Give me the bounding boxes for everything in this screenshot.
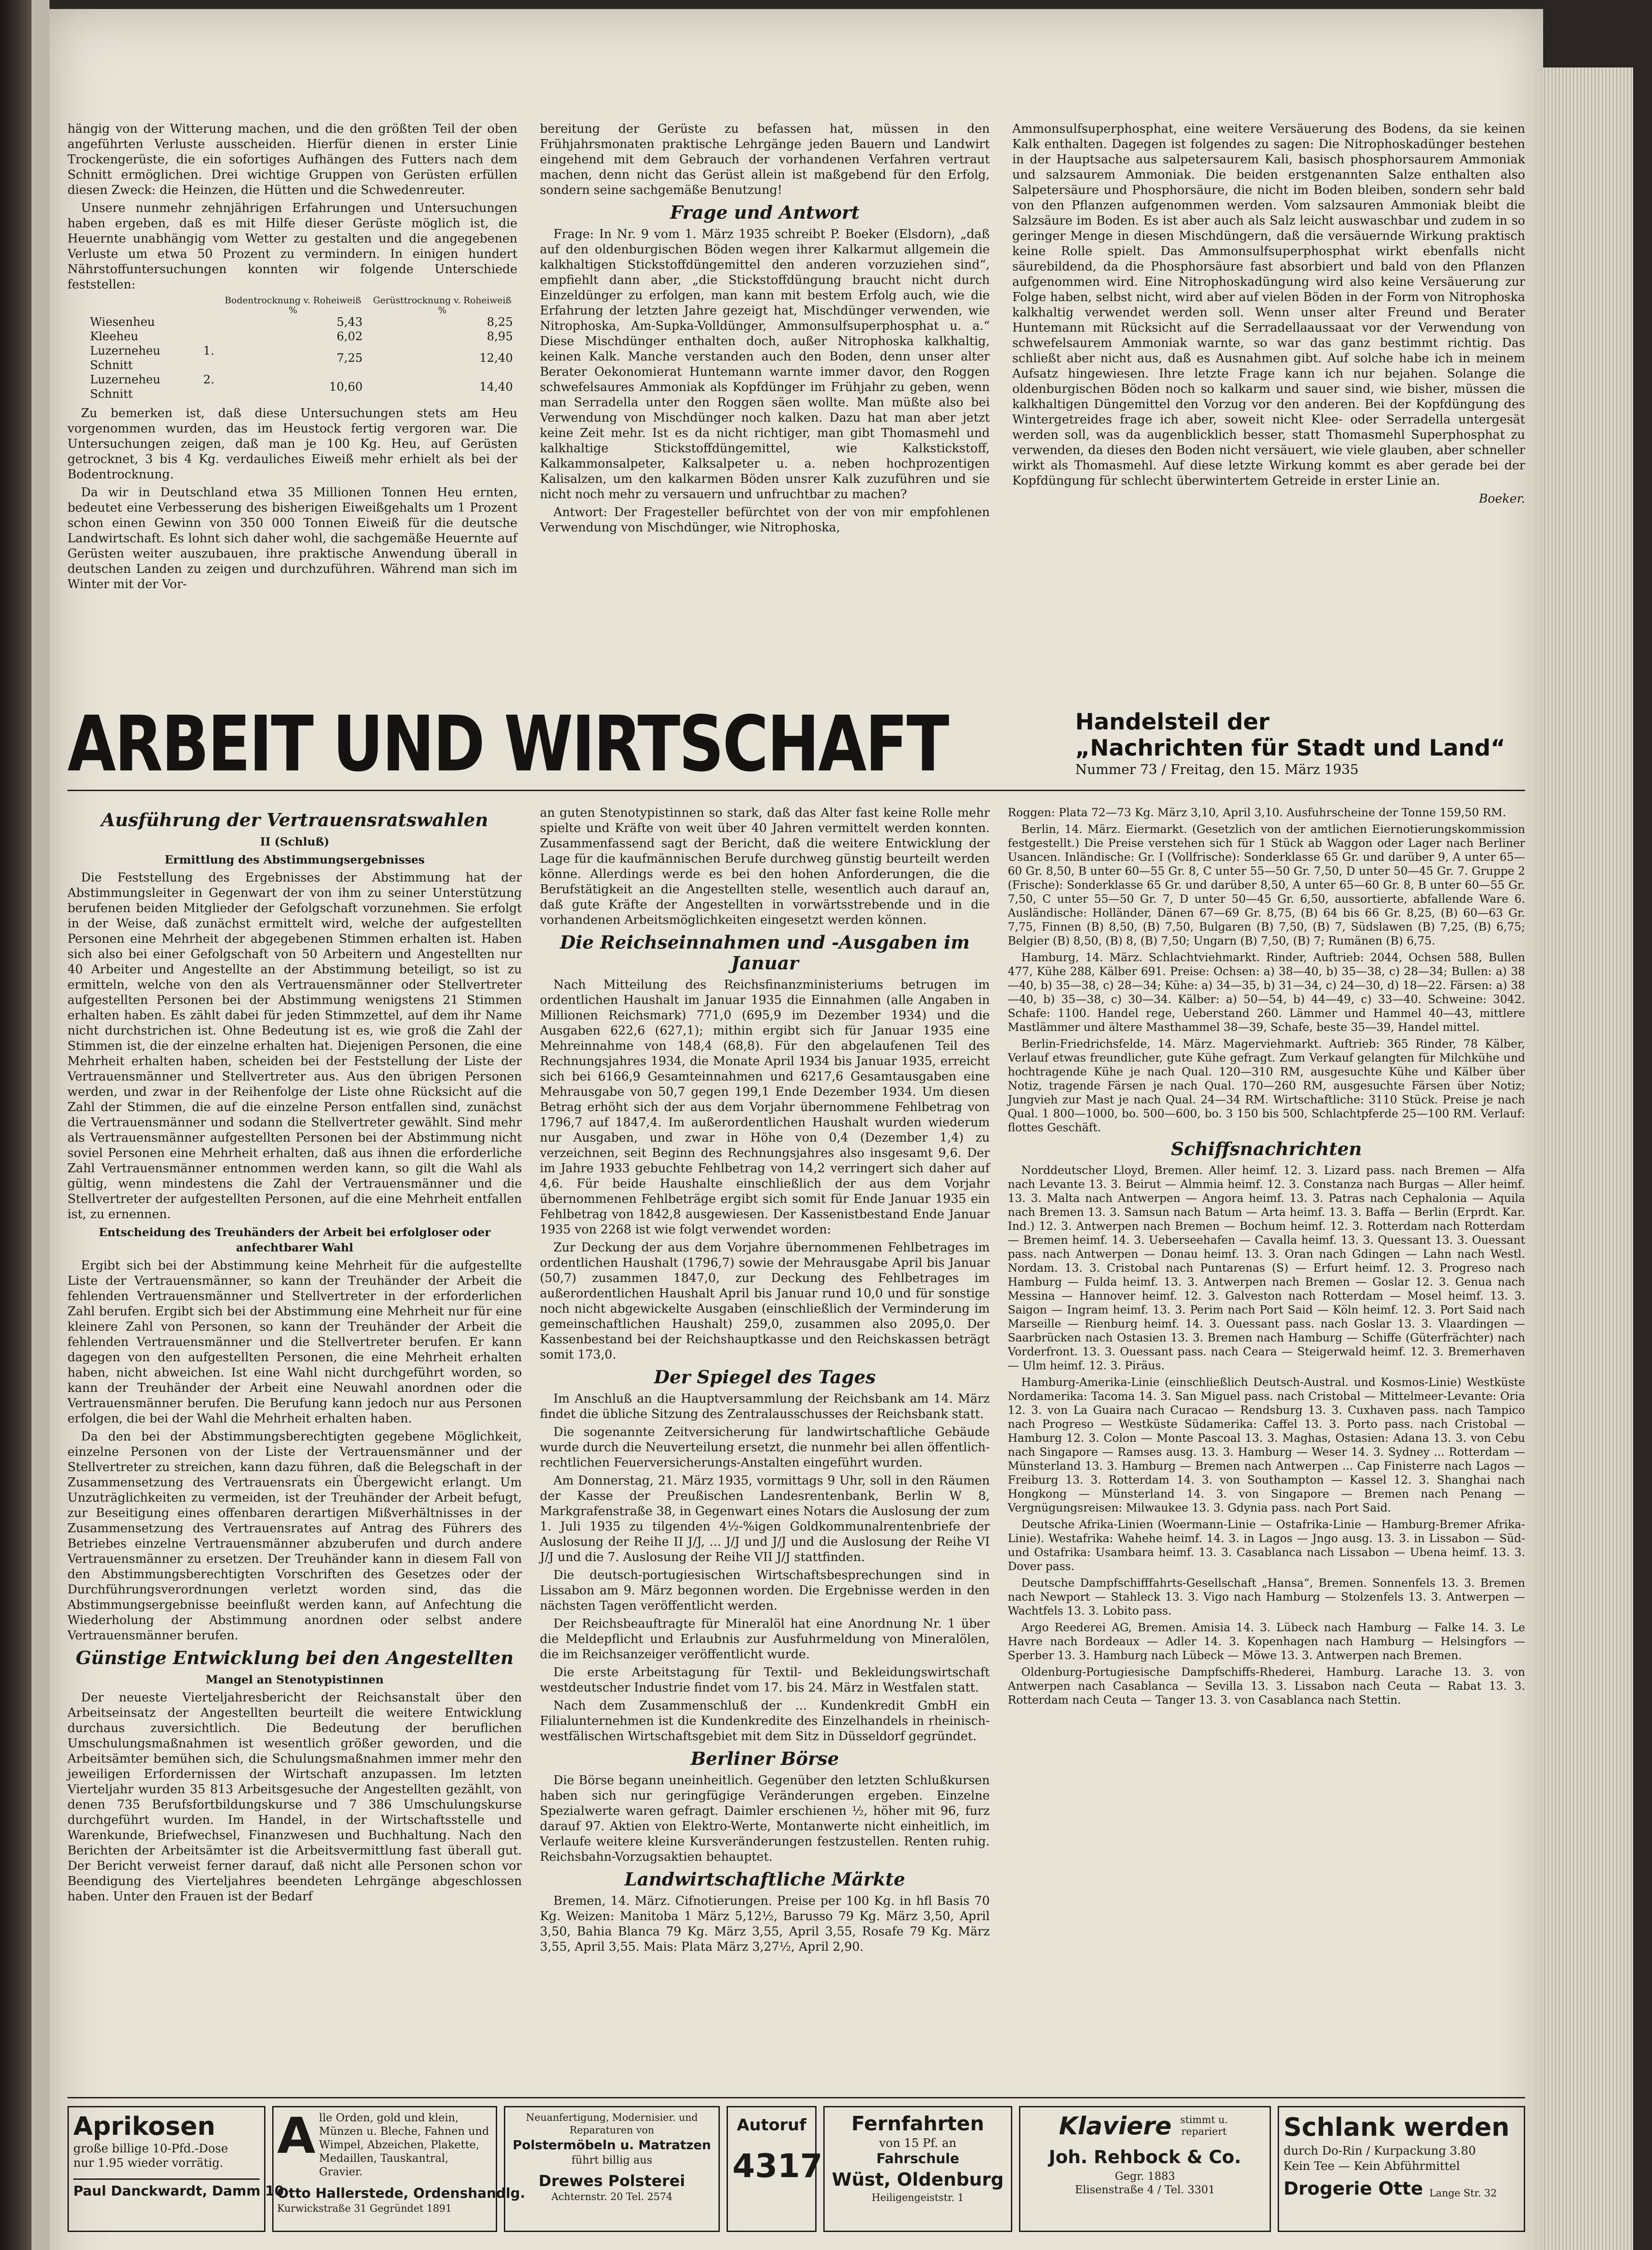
table-cell: 6,02 [337,330,363,343]
table-cell: Luzerneheu 1. Schnitt [90,344,215,372]
book-spine [0,0,31,2250]
masthead-line: Handelsteil der [1075,709,1270,735]
ad-text: Kein Tee — Kein Abführmittel [1284,2160,1460,2173]
table-cell: 12,40 [479,351,513,365]
ad-headline: Schlank werden [1284,2113,1510,2142]
ad-text: Gegr. 1883 [1115,2170,1175,2182]
top-right-column [1012,122,1525,693]
paragraph: Hamburg, 14. März. Schlachtviehmarkt. Rinder, Auftrieb: 2044, Ochsen 588, Bullen 477, Kühe 288, Kälber 691. Preise: Ochsen: a) 38—40, b) 35—38, c) 28—34; Bullen: a) 38—40, b) 35—38, c) 28—34; Kühe: a) 34—35, b) 31—34, c) 24—30, d) 18—22. Färsen: a) 38—40, b) 35—38, c) 30—34. Kälber: a) 50—54, b) 44—49, c) 33—40. Schweine: 3042. Schafe: 1100. Handel rege, Ueberstand 260. Lämmer und Hammel 40—43, mittlere Mastlämmer und ältere Masthammel 38—39, Schafe, beste 35—39, Handel mittel. [1008,951,1525,1034]
table-cell: 7,25 [337,351,363,365]
paragraph: Die Feststellung des Ergebnisses der Abstimmung hat der Abstimmungsleiter in Gegenwart der von ihm zu seiner Unterstützung berufenen beiden Mitglieder der Gefolgschaft vorzunehmen. Sie erfolgt in der Weise, daß zunächst ermittelt wird, welche der aufgestellten Personen eine Mehrheit der abgegebenen Stimmen erhalten ist. Haben sich also bei einer Gefolgschaft von 50 Arbeitern und Angestellten nur 40 Arbeiter und Angestellte an der Abstimmung beteiligt, so ist zu ermitteln, welche von den als Vertrauensmänner oder Stellvertreter aufgestellten Personen bei der Abstimmung wenigstens 21 Stimmen erhalten haben. Es zählt dabei für jeden Stimmzettel, auf dem ihr Name nicht durchstrichen ist. Ohne Bedeutung ist es, wie groß die Zahl der Stimmen ist, die der einzelne erhalten hat. Diejenigen Personen, die eine Mehrheit erhalten haben, scheiden bei der Feststellung der Liste der Vertrauensmänner und Stellvertreter aus. Aus den übrigen Personen werden, und zwar in der Reihenfolge der Liste ohne Rücksicht auf die Zahl der Stimmen, die auf die einzelne Person entfallen sind, zunächst die Vertrauensmänner und sodann die Stellvertreter gewählt. Sind mehr als Vertrauensmänner aufgestellten Personen bei der Abstimmung nicht soviel Personen eine Mehrheit erhalten, daß aus ihnen die erforderliche Zahl Vertrauensmänner entnommen werden kann, so gilt die Wahl als gültig, wenn mindestens die Zahl der Vertrauensmänner und die Stellvertreter der aufgestellten Personen, auf die eine Mehrheit entfallen ist, zu ernennen. [67,871,522,1221]
table-row [85,344,517,373]
ad-address: Kurwickstraße 31 Gegründet 1891 [277,2203,452,2214]
paragraph: Der neueste Vierteljahresbericht der Reichsanstalt über den Arbeitseinsatz der Angestellten beurteilt die weitere Entwicklung durchaus zuversichtlich. Die Bedeutung der beruflichen Umschulungsmaßnahmen ist wesentlich größer geworden, und die Arbeitsämter bemühen sich, die Schulungsmaßnahmen immer mehr den jeweiligen Erfordernissen der Wirtschaft anzupassen. Im letzten Vierteljahr wurden 35 813 Arbeitsgesuche der Angestellten gezählt, von denen 735 Berufsfortbildungskurse und 7 386 Umschulungskurse durchgeführt wurden. Im Handel, in der Wirtschaftsstelle und Warenkunde, Briefwechsel, Finanzwesen und Buchhaltung. Nach den Berichten der Arbeitsämter ist die Arbeitsvermittlung fast überall gut. Der Bericht verweist ferner darauf, daß nicht alle Personen schon vor Beendigung des Vierteljahres beendeten Lehrgänge abgeschlossen haben. Unter den Frauen ist der Bedarf [67,1691,522,1904]
paragraph: Am Donnerstag, 21. März 1935, vormittags 9 Uhr, soll in den Räumen der Kasse der Preußischen Landesrentenbank, Berlin W 8, Markgrafenstraße 38, in Gegenwart eines Notars die Auslosung der zum 1. Juli 1935 zu tilgenden 4½-%igen Goldkommunalrentenbriefe der Auslosung der Reihe II J/J, ... J/J und J/J und die Auslosung der Reihe VI J/J und die 7. Auslosung der Reihe VII J/J stattfinden. [540,1474,990,1564]
table-row [85,329,517,344]
paragraph: Unsere nunmehr zehnjährigen Erfahrungen und Untersuchungen haben ergeben, daß es mit Hilfe dieser Gerüste möglich ist, die Heuernte unabhängig vom Wetter zu gestalten und die angegebenen Verluste um etwa 50 Prozent zu vermindern. In einigen hundert Nährstoffuntersuchungen konnten wir folgende Unterschiede feststellen: [67,201,517,292]
lower-column-1 [67,806,522,2088]
article-headline: Schiffsnachrichten [1171,1138,1362,1160]
table-cell: 10,60 [329,380,363,394]
ad-text: lle Orden, gold und klein, [319,2111,459,2124]
article-headline: Günstige Entwicklung bei den Angestellten [76,1647,514,1669]
ad-text: Wimpel, Abzeichen, Plakette, Medaillen, Tauskantral, Gravier. [319,2138,480,2178]
paragraph: Da den bei der Abstimmungsberechtigten gegebene Möglichkeit, einzelne Personen von der Liste der Vertrauensmänner und der Stellvertreter zu streichen, kann dazu führen, daß die Belegschaft in der Zusammensetzung des Vertrauensrats ein Übergewicht erlangt. Um Unzuträglichkeiten zu vermeiden, ist der Treuhänder der Arbeit befugt, zur Beseitigung eines offenbaren derartigen Mißverhältnisses in der Zusammensetzung des Vertrauensrates auf Antrag des Führers des Betriebes einzelne Vertrauensmänner abzuberufen und durch andere Vertrauensmänner zu ersetzen. Der Treuhänder kann in diesem Fall von den Abstimmungsberechtigten Vorschriften des Gesetzes oder der Durchführungsverordnungen verletzt worden sind, das die Abstimmungsergebnisse beeinflußt werden kann, auf Anfechtung die Wiederholung der Abstimmung anordnen oder selbst andere Vertrauensmänner berufen. [67,1430,522,1642]
ad-headline: Klaviere [1059,2112,1172,2140]
ad-text: von 15 Pf. an [879,2137,956,2150]
ad-text: nur 1.95 wieder vorrätig. [73,2156,224,2170]
table-cell: Luzerneheu 2. Schnitt [90,373,215,401]
ad-text: Münzen u. Bleche, Fahnen und [319,2125,489,2138]
article-headline: Landwirtschaftliche Märkte [624,1869,905,1890]
qa-question: Frage: In Nr. 9 vom 1. März 1935 schreibt P. Boeker (Elsdorn), „daß auf den oldenburgischen Böden wegen ihrer Kalkarmut allgemein die kalkhaltigen Stickstoffdüngemittel den anderen vorzuziehen sind“, empfiehlt dann aber, „die Stickstoffdüngung braucht nicht durch Einzeldünger zu erfolgen, man kann mit bestem Erfolg auch, wie die Erfahrung der letzten Jahre gezeigt hat, Mischdünger verwenden, wie Nitrophoska, Am-Supka-Volldünger, Ammonsulfsuperphosphat u. a.“ Diese Mischdünger enthalten doch, außer Nitrophoska kalkhaltig, keinen Kalk. Manche verstanden auch den Boden, denn unser alter Berater Oekonomierat Huntemann warnte immer davor, den Roggen schwefelsaures Ammoniak als Kopfdünger im Frühjahr zu geben, wenn man Serradella unter den Roggen säen wollte. Man müßte also bei Verwendung von Mischdünger noch kalken. Dazu hat man aber jetzt keine Zeit mehr. Ist es da nicht richtiger, man gibt Thomasmehl und kalkhaltige Stickstoffdüngemittel, wie Kalkstickstoff, Kalkammonsalpeter, Kalksalpeter u. a. neben hochprozentigen Kalisalzen, um den kalkarmen Böden unsrer Kalk zuzuführen und sie nicht noch mehr zu versauern und unfruchtbar zu machen? [540,227,990,501]
ad-headline: Aprikosen [73,2112,215,2141]
newspaper-page [49,9,1543,2250]
paragraph: Im Anschluß an die Hauptversammlung der Reichsbank am 14. März findet die übliche Sitzung des Zentralausschusses der Reichsbank statt. [540,1392,990,1421]
ad-driving-school [823,2106,1012,2232]
paragraph: Deutsche Afrika-Linien (Woermann-Linie — Ostafrika-Linie — Hamburg-Bremer Afrika-Linie). Westafrika: Wahehe heimf. 14. 3. in Lagos — Jngo ausg. 13. 3. in Lissabon — Süd- und Ostafrika: Usambara heimf. 13. 3. Casablanca nach Lissabon — Ubena heimf. 13. 3. Dover pass. [1008,1518,1525,1573]
ad-text: Fahrschule [876,2151,960,2167]
masthead-subtitle [1075,709,1525,779]
masthead-rule [67,790,1525,791]
table-header [85,295,219,315]
paragraph: Der Reichsbeauftragte für Mineralöl hat eine Anordnung Nr. 1 über die Meldepflicht und Erlaubnis zur Ausfuhrmeldung von Mineralölen, die im Reichsanzeiger veröffentlicht wurde. [540,1617,990,1661]
table-cell: Wiesenheu [90,315,155,329]
table-row [85,373,517,401]
paragraph: Argo Reederei AG, Bremen. Amisia 14. 3. Lübeck nach Hamburg — Falke 14. 3. Le Havre nach Bordeaux — Adler 14. 3. Kopenhagen nach Hamburg — Helsingfors — Sperber 13. 3. Hamburg nach Lübeck — Möwe 13. 3. Antwerpen nach Bremen. [1008,1621,1525,1662]
yield-table [85,295,517,401]
ad-advertiser: Wüst, Oldenburg [831,2169,1004,2190]
ad-apricots [67,2106,284,2232]
ad-address: Achternstr. 20 Tel. 2574 [551,2192,673,2203]
ad-advertiser: Paul Danckwardt, Damm 10 [73,2178,260,2200]
ad-text: stimmt u. repariert [1180,2115,1228,2138]
article-headline: Die Reichseinnahmen und -Ausgaben im Januar [560,932,970,974]
qa-answer: Antwort: Der Fragesteller befürchtet von der von mir empfohlenen Verwendung von Mischdünger, wie Nitrophoska, [540,505,990,535]
article-headline: Der Spiegel des Tages [654,1367,876,1388]
ad-pianos [1019,2106,1271,2232]
ad-text: führt billig aus [571,2154,652,2166]
paragraph: Berlin-Friedrichsfelde, 14. März. Magerviehmarkt. Auftrieb: 365 Rinder, 78 Kälber, Verlauf etwas freundlicher, gute Kühe gefragt. Zum Verkauf gelangten für Milchkühe und hochtragende Kühe je nach Qual. 120—310 RM, ausgesuchte Kühe und Kälber über Notiz, tragende Färsen je nach Qual. 170—260 RM, ausgesuchte Färsen über Notiz; Jungvieh zur Mast je nach Qual. 24—34 RM. Wirtschaftliche: 3110 Stück. Preise je nach Qual. 1 800—1000, bo. 500—600, bo. 3 150 bis 500, Schlachtpferde 25—100 RM. Verlauf: flottes Geschäft. [1008,1037,1525,1134]
paragraph: Ergibt sich bei der Abstimmung keine Mehrheit für die aufgestellte Liste der Vertrauensmänner, so kann der Treuhänder der Arbeit die fehlenden Vertrauensmänner und Stellvertreter in der erforderlichen Zahl berufen. Ergibt sich bei der Abstimmung eine Mehrheit nur für eine kleinere Zahl von Personen, so kann der Treuhänder der Arbeit die fehlenden Vertrauensmänner und die Stellvertreter berufen. Er kann dagegen von den aufgestellten Personen, die eine Mehrheit erhalten haben, nicht abweichen. Ist eine Wahl nicht durchgeführt worden, so kann der Treuhänder der Arbeit eine Neuwahl anordnen oder die Vertrauensmänner berufen. Die Berufung kann jedoch nur aus Personen erfolgen, die bei der Wahl die Mehrheit erhalten haben. [67,1259,522,1426]
table-cell: 14,40 [479,380,513,394]
article-subhead: II (Schluß) [260,835,329,848]
page-stack-edge [1543,68,1633,2250]
paragraph: Zur Deckung der aus dem Vorjahre übernommenen Fehlbetrages im ordentlichen Haushalt (1796,7) sowie der Mehrausgabe April bis Januar (50,7) zusammen 1847,0, zur Deckung des Fehlbetrages im außerordentlichen Haushalt April bis Januar rund 10,0 und für sonstige noch nicht abgewickelte Ausgaben (einschließlich der Verminderung im gemeinschaftlichen Haushalt) 259,0, zusammen also 2095,0. Der Kassenbestand bei der Reichshauptkasse und den Reichskassen beträgt somit 173,0. [540,1241,990,1362]
paragraph: Hamburg-Amerika-Linie (einschließlich Deutsch-Austral. und Kosmos-Linie) Westküste Nordamerika: Tacoma 14. 3. San Miguel pass. nach Cristobal — Mittelmeer-Levante: Oria 12. 3. von La Guaira nach Curacao — Rendsburg 13. 3. Cuxhaven pass. nach Tampico nach Progreso — Westküste Südamerika: Caffel 13. 3. Porto pass. nach Cristobal — Hamburg 12. 3. Colon — Monte Pascoal 13. 3. Maghas, Ostasien: Adana 13. 3. von Cebu nach Singapore — Ramses ausg. 13. 3. Hamburg — Weser 14. 3. Sydney ... Rotterdam — Münsterland 13. 3. Hamburg — Bremen nach Antwerpen ... Cap Finisterre nach Lagos — Freiburg 13. 3. Rotterdam 14. 3. von Southampton — Kassel 12. 3. Shanghai nach Hongkong — Münsterland 14. 3. von Singapore — Bremen nach Penang — Vergnügungsreisen: Milwaukee 13. 3. Gdynia pass. nach Port Said. [1008,1376,1525,1514]
ad-advertiser: Drogerie Otte [1284,2178,1423,2199]
top-left-column [67,122,517,693]
lower-column-2 [540,806,990,2088]
ads-rule [67,2097,1525,2098]
masthead-line: „Nachrichten für Stadt und Land“ [1075,735,1505,761]
ad-headline: Fernfahrten [851,2112,984,2135]
ad-address: Heiligengeiststr. 1 [871,2192,964,2204]
paragraph: Die erste Arbeitstagung für Textil- und Bekleidungswirtschaft westdeutscher Industrie findet vom 17. bis 24. März in Westfalen statt. [540,1665,990,1695]
section-subhead: Entscheidung des Treuhänders der Arbeit bei erfolgloser oder anfechtbarer Wahl [99,1226,491,1254]
paragraph: Norddeutscher Lloyd, Bremen. Aller heimf. 12. 3. Lizard pass. nach Bremen — Alfa nach Levante 13. 3. Beirut — Almmia heimf. 12. 3. Constanza nach Burgas — Aller heimf. 13. 3. Malta nach Antwerpen — Angora heimf. 13. 3. Patras nach Cephalonia — Aquila nach Bremen 13. 3. Samsun nach Batum — Arta heimf. 13. 3. Baffa — Berlin (Erprdt. Kar. Ind.) 12. 3. Antwerpen nach Bremen — Bochum heimf. 12. 3. Rotterdam nach Rotterdam — Bremen heimf. 14. 3. Ueberseehafen — Cavalla heimf. 13. 3. Quessant 13. 3. Ouessant pass. nach Antwerpen — Donau heimf. 13. 3. Oran nach Gdingen — Lahn nach Westl. Nordam. 13. 3. Cristobal nach Puntarenas (S) — Erfurt heimf. 12. 3. Progreso nach Hamburg — Fulda heimf. 13. 3. Antwerpen nach Bremen — Goslar 12. 3. Genua nach Messina — Hannover heimf. 12. 3. Galveston nach Rotterdam — Mosel heimf. 13. 3. Saigon — Ingram heimf. 13. 3. Perim nach Port Said — Köln heimf. 12. 3. Port Said nach Marseille — Rienburg heimf. 14. 3. Ouessant pass. nach Goslar 13. 3. Vlaardingen — Saarbrücken nach Ostasien 13. 3. Bremen nach Hamburg — Schiffe (Güterfrächter) nach Vorderfront. 13. 3. Ouessant pass. nach Ceara — Steigerwald heimf. 12. 3. Bremerhaven — Ulm heimf. 12. 3. Piräus. [1008,1164,1525,1372]
qa-heading: Frage und Antwort [670,202,860,223]
ad-slimming [1278,2106,1525,2232]
paragraph: Nach Mitteilung des Reichsfinanzministeriums betrugen im ordentlichen Haushalt im Januar 1935 die Einnahmen (alle Angaben in Millionen Reichsmark) 771,0 (695,9 im Dezember 1934) und die Ausgaben 622,6 (627,1); mithin ergibt sich für Januar 1935 eine Mehreinnahme von 148,4 (68,8). Für den abgelaufenen Teil des Rechnungsjahres 1934, die Monate April 1934 bis Januar 1935, erreicht sich bei 6166,9 Gesamteinnahmen und 6217,6 Gesamtausgaben eine Mehrausgabe von 50,7 gegen 199,1 Ende Dezember 1934. Um diesen Betrag erhöht sich der aus dem Vorjahr übernommene Fehlbetrag von 1796,7 auf 1847,4. Im außerordentlichen Haushalt wurden wiederum nur Ausgaben, und zwar in Höhe von 0,4 (Dezember 1,4) zu verzeichnen, seit Beginn des Rechnungsjahres also insgesamt 9,6. Der im Jahre 1933 gebuchte Fehlbetrag von 14,2 verringert sich daher auf 4,6. Für beide Haushalte einschließlich der aus dem Vorjahr übernommenen Fehlbeträge ergibt sich somit für Ende Januar 1935 ein Fehlbetrag von 1842,8 ausgewiesen. Der Kassenistbestand Ende Januar 1935 von 2268 ist wie folgt verwendet worden: [540,978,990,1237]
table-header: Bodentrocknung v. Roheiweiß % [224,295,362,315]
ad-orders-medals [272,2106,525,2232]
ad-text: Neuanfertigung, Modernisier. und Reparaturen von [525,2112,698,2136]
previous-page-edge [31,0,49,2250]
paragraph: an guten Stenotypistinnen so stark, daß das Alter fast keine Rolle mehr spielte und Kräfte von weit über 40 Jahren vermittelt werden konnten. Zusammenfassend sagt der Bericht, daß die weitere Entwicklung der Lage für die kaufmännischen Berufe durchweg günstig beurteilt werden könne. Allerdings werde es bei den hohen Anforderungen, die die Berufstätigkeit an die Angestellten stelle, wesentlich auch darauf an, daß gute Kräfte der Angestellten in vorwärtsstrebende und in die vorhandenen Arbeitsmöglichkeiten eingesetzt werden können. [540,806,990,927]
article-headline: Berliner Börse [691,1748,839,1769]
ad-upholstery [504,2106,720,2232]
paragraph: hängig von der Witterung machen, und die den größten Teil der oben angeführten Verluste ausscheiden. Hierfür dienen in erster Linie Trockengerüste, die ein sofortiges Aufhängen des Futters nach dem Schnitt ermöglichen. Drei wichtige Gruppen von Gerüsten erfüllen diesen Zweck: die Heinzen, die Hütten und die Schwedenreuter. [67,122,517,197]
ad-text: große billige 10-Pfd.-Dose [73,2142,228,2156]
ad-phone-number: 4317 [732,2147,823,2185]
ad-advertiser: Otto Hallerstede, Ordenshandlg. [277,2186,525,2201]
author-signature: Boeker. [1479,492,1525,506]
table-cell: 8,95 [487,330,513,343]
paragraph: Berlin, 14. März. Eiermarkt. (Gesetzlich von der amtlichen Eiernotierungskommission festgestellt.) Die Preise verstehen sich für 1 Stück ab Waggon oder Lager nach Berliner Usancen. Inländische: Gr. I (Vollfrische): Sonderklasse 65 Gr. und darüber 9, A unter 65—60 Gr. 8,50, B unter 60—55 Gr. 8, C unter 55—50 Gr. 7,50, D unter 50—45 Gr. 7. Gruppe 2 (Frische): Sonderklasse 65 Gr. und darüber 8,50, A unter 65—60 Gr. 8, B unter 60—55 Gr. 7,50, C unter 55—50 Gr. 7, D unter 50—45 Gr. 6,50, aussortierte, abfallende Ware 6. Ausländische: Holländer, Dänen 67—69 Gr. 8,75, (B) 64 bis 66 Gr. 8,25, (B) 60—63 Gr. 7,75, Finnen (B) 8,50, (B) 7,50, Bulgaren (B) 7,50, (B) 7, Südslawen (B) 7,25, (B) 6,75; Belgier (B) 8,50, (B) 8, (B) 7,50; Ungarn (B) 7,50, (B) 7; Rumänen (B) 6,75. [1008,823,1525,947]
table-cell: 5,43 [337,315,363,329]
section-subhead: Ermittlung des Abstimmungsergebnisses [164,853,425,866]
paragraph: Oldenburg-Portugiesische Dampfschiffs-Rhederei, Hamburg. Larache 13. 3. von Antwerpen nach Casablanca — Sevilla 13. 3. Lissabon nach Ceuta — Rabat 13. 3. Rotterdam nach Ceuta — Tanger 13. 3. von Casablanca nach Stettin. [1008,1665,1525,1706]
section-title: ARBEIT UND WIRTSCHAFT [67,700,948,789]
table-header: Gerüsttrocknung v. Roheiweiß % [373,295,512,315]
article-subhead: Mangel an Stenotypistinnen [206,1673,384,1686]
article-headline: Ausführung der Vertrauensratswahlen [101,810,489,831]
ad-headline: Autoruf [736,2116,807,2134]
lower-column-3 [1008,806,1525,2088]
paragraph: Die sogenannte Zeitversicherung für landwirtschaftliche Gebäude wurde durch die Neuverteilung ersetzt, die nunmehr bei allen öffentlich-rechtlichen Feuerversicherungs-Anstalten eingeführt wurden. [540,1425,990,1470]
ad-text: Polstermöbeln u. Matratzen [512,2138,711,2152]
paragraph: Die deutsch-portugiesischen Wirtschaftsbesprechungen sind in Lissabon am 9. März begonnen worden. Die Ergebnisse werden in den nächsten Tagen veröffentlicht werden. [540,1568,990,1613]
paragraph: bereitung der Gerüste zu befassen hat, müssen in den Frühjahrsmonaten praktische Lehrgänge jeden Bauern und Landwirt eingehend mit dem Gebrauch der vorhandenen Verfahren vertraut machen, denn nicht das Gerüst allein ist maßgebend für den Erfolg, sondern seine sachgemäße Benutzung! [540,122,990,197]
ad-address: Lange Str. 32 [1429,2188,1497,2199]
ad-advertiser: Drewes Polsterei [539,2172,685,2190]
ad-address: Elisenstraße 4 / Tel. 3301 [1075,2183,1215,2196]
ad-initial: A [277,2107,316,2164]
issue-date: Nummer 73 / Freitag, den 15. März 1935 [1075,762,1359,778]
paragraph: Deutsche Dampfschifffahrts-Gesellschaft „Hansa“, Bremen. Sonnenfels 13. 3. Bremen nach Newport — Stahleck 13. 3. Vigo nach Hamburg — Stolzenfels 13. 3. Antwerpen — Wachtfels 13. 3. Lobito pass. [1008,1576,1525,1617]
paragraph: Ammonsulfsuperphosphat, eine weitere Versäuerung des Bodens, da sie keinen Kalk enthalten. Dagegen ist folgendes zu sagen: Die Nitrophoskadünger bestehen in der Hauptsache aus salpetersaurem Kali, basisch phosphorsaurem Ammoniak und salzsaurem Ammoniak. Die beiden erstgenannten Salze enthalten also Salpetersäure und Phosphorsäure, die nicht im Boden bleiben, sondern sehr bald von den Pflanzen aufgenommen werden. Vom salzsauren Ammoniak bleibt die Salzsäure im Boden. Es ist aber auch als Salz leicht auswaschbar und zudem in so geringer Menge in diesen Mischdüngern, daß die versäuernde Wirkung praktisch keine Rolle spielt. Das Ammonsulfsuperphosphat wirkt ebenfalls nicht säurebildend, da die Phosphorsäure fast absorbiert und bald von den Pflanzen aufgenommen wird. Eine Nitrophoskadüngung wird also keine Versäuerung zur Folge haben, selbst nicht, wird aber auf vielen Böden in der Form von Nitrophoska kalkhaltig verwendet werden soll. Wenn unser alter Freund und Berater Huntemann mit Rücksicht auf die Serradellaaussaat vor der Verwendung von schwefelsaurem Ammoniak warnte, so war das ganz bestimmt richtig. Das schließt aber nicht aus, daß es Ausnahmen gibt. Auf solche habe ich in meinem Aufsatz hingewiesen. Ihre letzte Frage kann ich nur bejahen. Solange die oldenburgischen Böden noch so kalkarm und sauer sind, wie bisher, müssen die kalkhaltigen Düngemittel den Vorzug vor den anderen. Bei der Kopfdüngung des Wintergetreides frage ich aber, soweit nicht Klee- oder Serradella untergesät werden soll, was da augenblicklich besser, statt Thomasmehl Superphosphat zu verwenden, da dieses den Boden nicht versäuert, wie viele glauben, aber schneller wirkt als Thomasmehl. Auf diese letzte Wirkung kommt es aber gerade bei der Kopfdüngung für schlecht überwintertem Getreide in erster Linie an. [1012,122,1525,488]
ad-advertiser: Joh. Rehbock & Co. [1049,2147,1241,2168]
top-middle-column [540,122,990,693]
ad-text: durch Do-Rin / Kurpackung 3.80 [1284,2144,1476,2158]
table-cell: Kleeheu [90,330,139,343]
section-masthead [67,700,1525,794]
paragraph: Zu bemerken ist, daß diese Untersuchungen stets am Heu vorgenommen wurden, das im Heustock fertig vergoren war. Die Untersuchungen zeigen, daß man je 100 Kg. Heu, auf Gerüsten getrocknet, 3 bis 4 Kg. verdauliches Eiweiß mehr erhielt als bei der Bodentrocknung. [67,406,517,482]
paragraph: Bremen, 14. März. Cifnotierungen. Preise per 100 Kg. in hfl Basis 70 Kg. Weizen: Manitoba 1 März 5,12½, Barusso 79 Kg. März 3,50, April 3,50, Bahia Blanca 79 Kg. März 3,55, April 3,55, Rosafe 79 Kg. März 3,55, April 3,55. Mais: Plata März 3,27½, April 2,90. [540,1894,990,1954]
table-row [85,315,517,329]
paragraph: Die Börse begann uneinheitlich. Gegenüber den letzten Schlußkursen haben sich nur geringfügige Veränderungen ergeben. Einzelne Spezialwerte waren gefragt. Daimler erschienen ½, höher mit 96, furz darauf 97. Aktien von Elektro-Werte, Montanwerte nicht einheitlich, im Verlaufe weitere kleine Kursveränderungen festzustellen. Renten ruhig. Reichsbahn-Vorzugsaktien behauptet. [540,1773,990,1864]
paragraph: Roggen: Plata 72—73 Kg. März 3,10, April 3,10. Ausfuhrscheine der Tonne 159,50 RM. [1008,806,1506,819]
table-cell: 8,25 [487,315,513,329]
paragraph: Nach dem Zusammenschluß der ... Kundenkredit GmbH ein Filialunternehmen ist die Kundenkredite des Einzelhandels in rheinisch-westfälischen Wirtschaftsgebiet mit dem Sitz in Düsseldorf gegründet. [540,1699,990,1743]
ad-taxi [727,2106,823,2232]
paragraph: Da wir in Deutschland etwa 35 Millionen Tonnen Heu ernten, bedeutet eine Verbesserung des bisherigen Eiweißgehalts um 1 Prozent schon einen Gewinn von 350 000 Tonnen Eiweiß für die deutsche Landwirtschaft. Es lohnt sich daher wohl, die sachgemäße Heuernte auf Gerüsten weiter auszubauen, ihre praktische Anwendung überall in deutschen Landen zu zeigen und durchzuführen. Während man sich im Winter mit der Vor- [67,486,517,591]
